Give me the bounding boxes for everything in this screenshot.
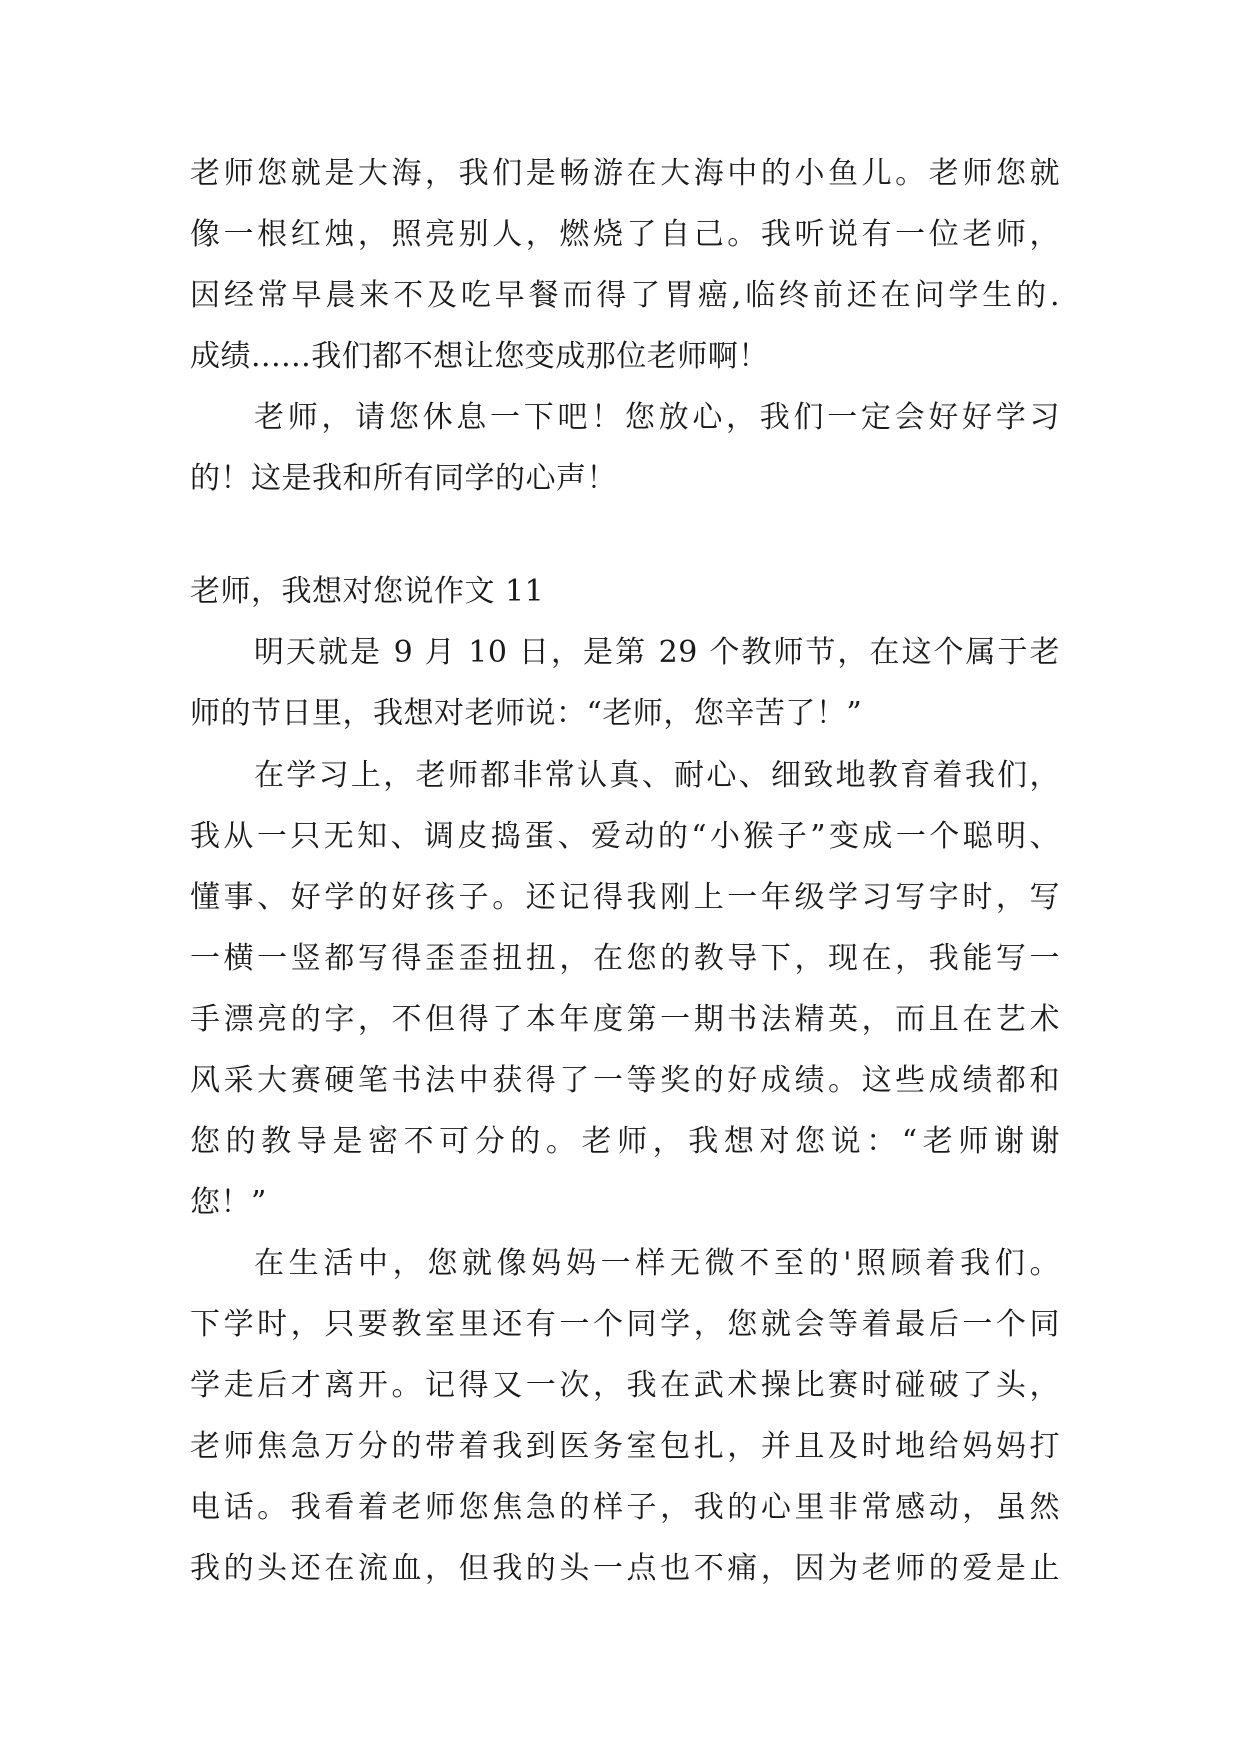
text-line: 您的教导是密不可分的。老师，我想对您说：“老师谢谢: [190, 1124, 1060, 1159]
text-line: 师的节日里，我想对老师说：“老师，您辛苦了！”: [190, 696, 863, 731]
text-line: 风采大赛硬笔书法中获得了一等奖的好成绩。这些成绩都和: [190, 1063, 1060, 1098]
essay-title: 老师，我想对您说作文 11: [190, 574, 545, 609]
text-line: 您！”: [190, 1185, 267, 1220]
text-line: 成绩......我们都不想让您变成那位老师啊！: [190, 339, 769, 374]
text-line: 的！这是我和所有同学的心声！: [190, 461, 617, 496]
text-line: 老师焦急万分的带着我到医务室包扎，并且及时地给妈妈打: [190, 1429, 1060, 1464]
text-line: 一横一竖都写得歪歪扭扭，在您的教导下，现在，我能写一: [190, 941, 1060, 976]
text-line: 像一根红烛，照亮别人，燃烧了自己。我听说有一位老师，: [190, 217, 1060, 252]
text-line: 我从一只无知、调皮捣蛋、爱动的“小猴子”变成一个聪明、: [190, 819, 1060, 854]
text-line: 懂事、好学的好孩子。还记得我刚上一年级学习写字时，写: [190, 880, 1060, 915]
text-line: 学走后才离开。记得又一次，我在武术操比赛时碰破了头，: [190, 1368, 1060, 1403]
text-line: 老师，请您休息一下吧！您放心，我们一定会好好学习: [254, 400, 1060, 435]
text-line: 明天就是 9 月 10 日，是第 29 个教师节，在这个属于老: [254, 635, 1060, 670]
text-line: 我的头还在流血，但我的头一点也不痛，因为老师的爱是止: [190, 1551, 1060, 1586]
text-line: 因经常早晨来不及吃早餐而得了胃癌,临终前还在问学生的.: [190, 278, 1060, 313]
text-line: 手漂亮的字，不但得了本年度第一期书法精英，而且在艺术: [190, 1002, 1060, 1037]
text-line: 在学习上，老师都非常认真、耐心、细致地教育着我们，: [254, 758, 1060, 793]
text-line: 下学时，只要教室里还有一个同学，您就会等着最后一个同: [190, 1307, 1060, 1342]
text-line: 在生活中，您就像妈妈一样无微不至的'照顾着我们。: [254, 1246, 1060, 1281]
text-line: 老师您就是大海，我们是畅游在大海中的小鱼儿。老师您就: [190, 156, 1060, 191]
text-line: 电话。我看着老师您焦急的样子，我的心里非常感动，虽然: [190, 1490, 1060, 1525]
